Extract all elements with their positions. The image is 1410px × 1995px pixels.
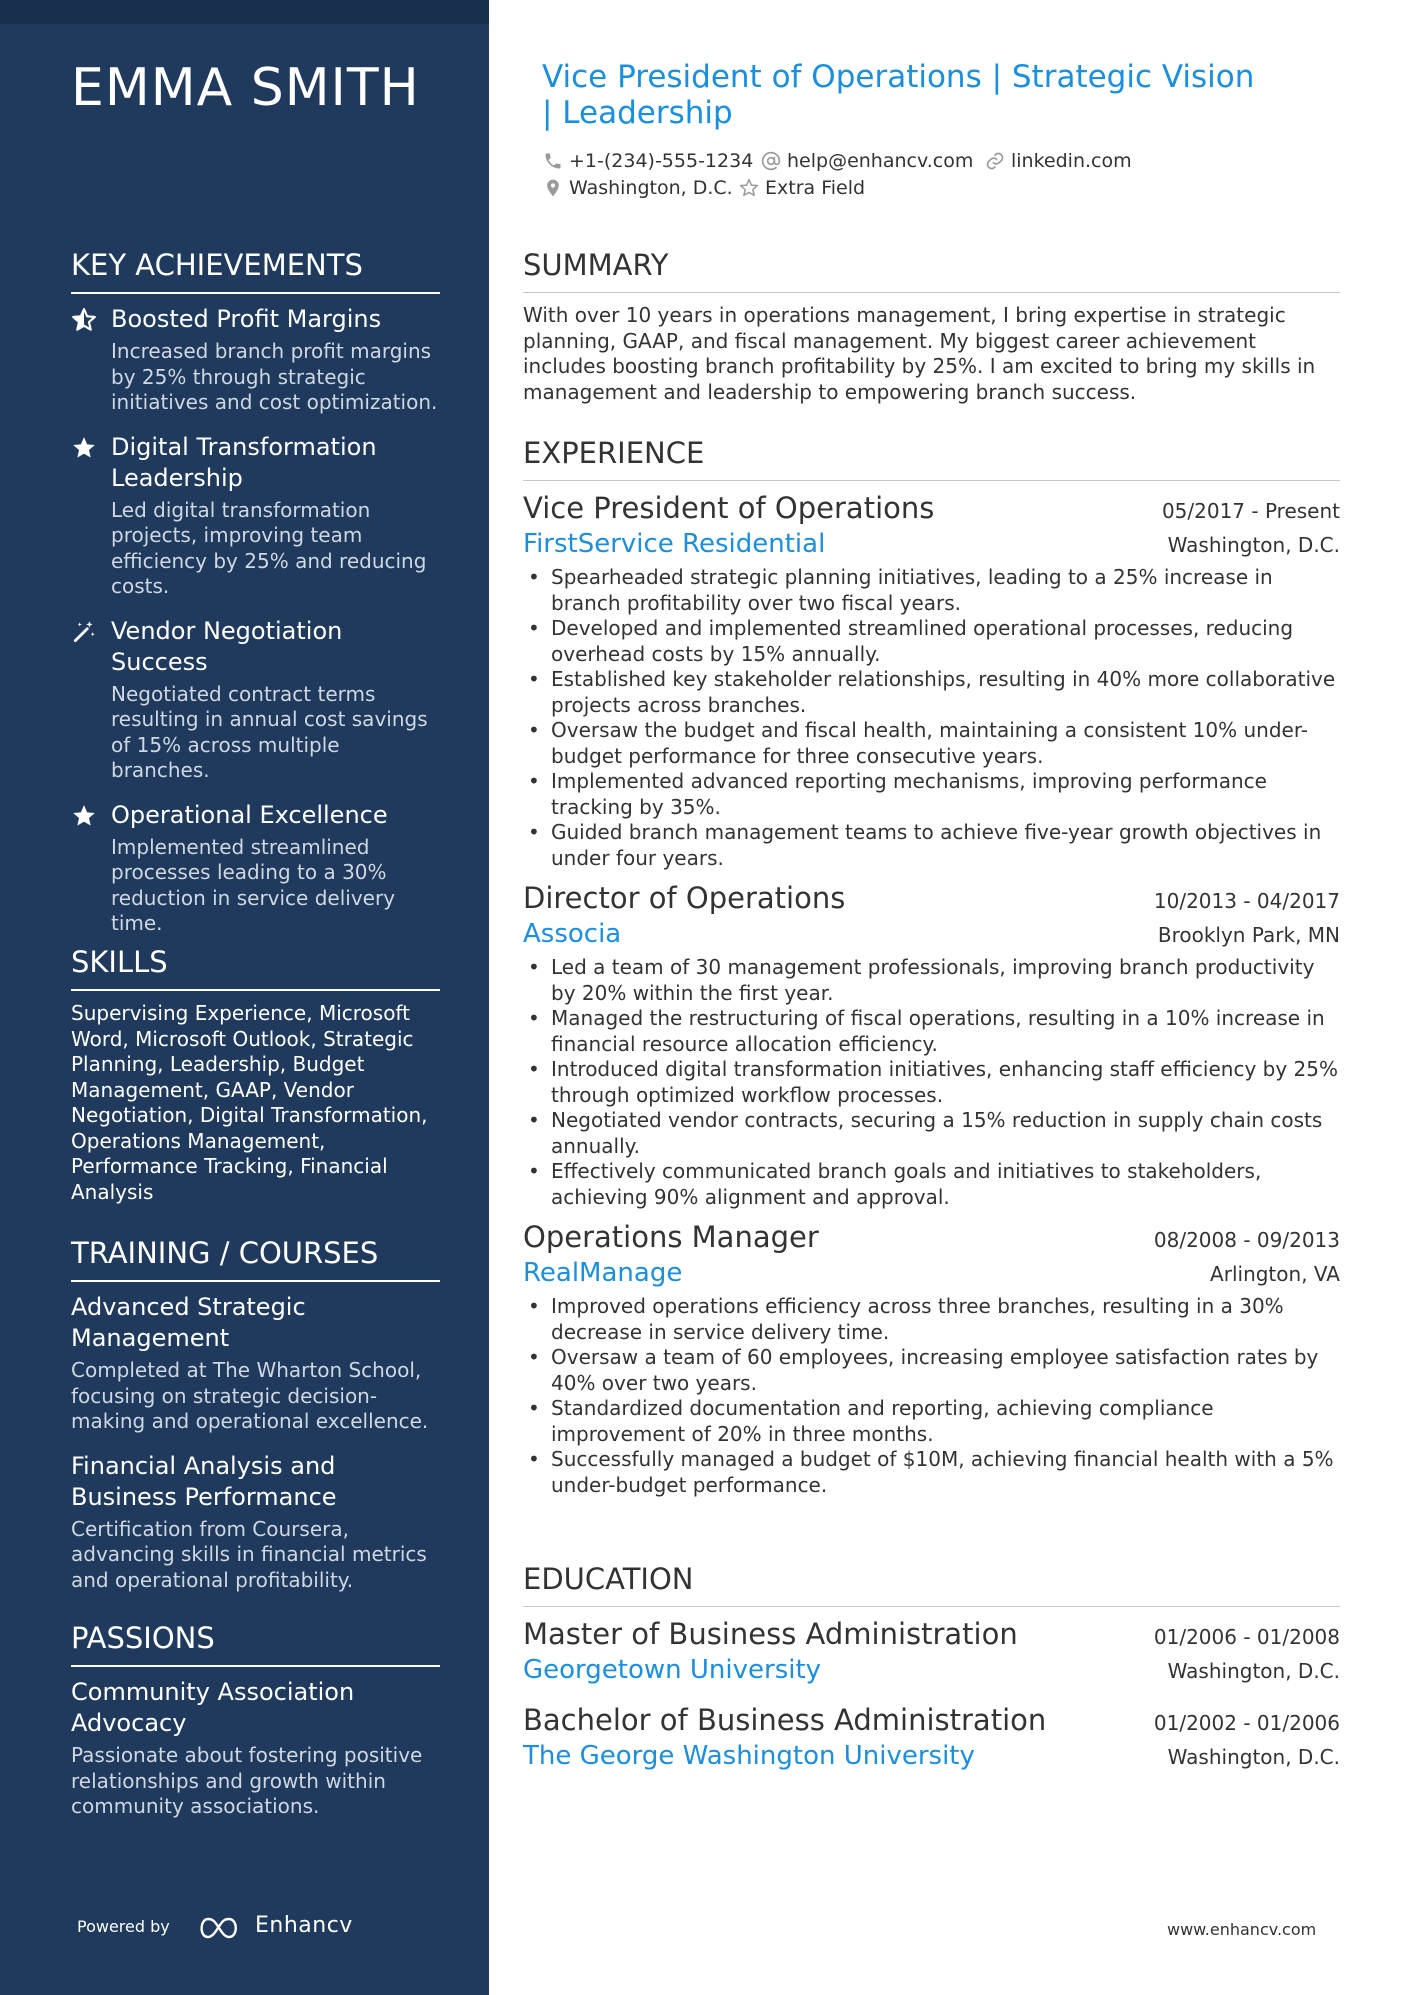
course-description: Completed at The Wharton School, focusing on strategic decision-making and operational excellence. <box>71 1358 429 1433</box>
link-icon <box>985 151 1005 171</box>
achievement-title: Operational Excellence <box>111 800 388 829</box>
education-entry <box>523 1703 1340 1771</box>
star-icon <box>71 435 97 461</box>
course-item <box>71 1292 440 1435</box>
job-bullet: • Effectively communicated branch goals and initiatives to stakeholders, achieving 90% alignment and approval. <box>523 1159 1340 1210</box>
company-name: Associa <box>523 919 622 949</box>
education-section <box>523 1562 1340 1789</box>
job-dates: 10/2013 - 04/2017 <box>1153 889 1340 913</box>
company-name: RealManage <box>523 1258 683 1288</box>
powered-by-label: Powered by <box>77 1917 170 1936</box>
passions-section <box>71 1621 440 1836</box>
contact-location <box>543 177 733 199</box>
course-description: Certification from Coursera, advancing skills in financial metrics and operational profitability. <box>71 1516 427 1592</box>
job-bullet: • Spearheaded strategic planning initiatives, leading to a 25% increase in branch profitability over two fiscal years. <box>523 565 1340 616</box>
job-bullet: • Successfully managed a budget of $10M, achieving financial health with a 5% under-budget performance. <box>523 1447 1340 1498</box>
job-bullet: • Developed and implemented streamlined operational processes, reducing overhead costs by 15% annually. <box>523 616 1340 667</box>
degree-title: Master of Business Administration <box>523 1617 1018 1651</box>
phone-text: +1-(234)-555-1234 <box>569 150 754 172</box>
phone-icon <box>543 151 563 171</box>
contact-email[interactable] <box>761 150 973 172</box>
contact-extra-field <box>739 177 865 199</box>
job-bullet: • Led a team of 30 management professionals, improving branch productivity by 20% within the first year. <box>523 955 1340 1006</box>
job-bullets <box>523 955 1340 1210</box>
job-location: Brooklyn Park, MN <box>1157 923 1340 947</box>
passions-title: PASSIONS <box>71 1621 440 1667</box>
job-bullet: • Managed the restructuring of fiscal operations, resulting in a 10% increase in financial resource allocation efficiency. <box>523 1006 1340 1057</box>
star-icon <box>71 803 97 829</box>
achievement-title: Digital Transformation Leadership <box>111 432 377 492</box>
website-link[interactable]: www.enhancv.com <box>1167 1920 1317 1939</box>
job-dates: 05/2017 - Present <box>1161 499 1340 523</box>
key-achievements-title: KEY ACHIEVEMENTS <box>71 248 440 294</box>
job-bullet: • Oversaw the budget and fiscal health, maintaining a consistent 10% under-budget performance for three consecutive years. <box>523 718 1340 769</box>
job-bullet: • Oversaw a team of 60 employees, increasing employee satisfaction rates by 40% over two years. <box>523 1345 1340 1396</box>
job-location: Washington, D.C. <box>1167 533 1340 557</box>
achievement-item <box>71 800 440 937</box>
job-bullet: • Standardized documentation and reporting, achieving compliance improvement of 20% in three months. <box>523 1396 1340 1447</box>
experience-title: EXPERIENCE <box>523 436 1340 481</box>
achievement-description: Implemented streamlined processes leading to a 30% reduction in service delivery time. <box>111 834 396 935</box>
job-bullet: • Introduced digital transformation initiatives, enhancing staff efficiency by 25% through optimized workflow processes. <box>523 1057 1340 1108</box>
achievement-title: Boosted Profit Margins <box>111 305 382 333</box>
training-section <box>71 1236 440 1609</box>
training-title: TRAINING / COURSES <box>71 1236 440 1282</box>
course-item <box>71 1451 440 1594</box>
job-bullet: • Negotiated vendor contracts, securing a 15% reduction in supply chain costs annually. <box>523 1108 1340 1159</box>
experience-section <box>523 436 1340 1508</box>
achievement-title: Vendor Negotiation Success <box>111 616 343 676</box>
job-title: Operations Manager <box>523 1220 819 1254</box>
passion-description: Passionate about fostering positive relationships and growth within community associations. <box>71 1743 423 1818</box>
sidebar-top-band <box>0 0 489 24</box>
job-title: Director of Operations <box>523 881 846 915</box>
at-sign-icon <box>761 151 781 171</box>
brand-name[interactable]: Enhancv <box>255 1913 353 1938</box>
location-text: Washington, D.C. <box>569 177 733 199</box>
job-dates: 08/2008 - 09/2013 <box>1153 1228 1340 1252</box>
extra-field-text: Extra Field <box>765 177 866 199</box>
headline: Vice President of Operations | Strategic Vision | Leadership <box>542 59 1255 131</box>
achievement-item <box>71 304 440 416</box>
email-text[interactable]: help@enhancv.com <box>787 150 974 172</box>
job-entry <box>523 491 1340 871</box>
job-bullets <box>523 1294 1340 1498</box>
education-dates: 01/2006 - 01/2008 <box>1153 1625 1340 1649</box>
job-title: Vice President of Operations <box>523 491 935 525</box>
summary-text: With over 10 years in operations management, I bring expertise in strategic planning, GAAP, and fiscal management. My biggest career achievement includes boosting branch profitability by 25%. I am excited to bring my skills in management and leadership to empowering branch success. <box>523 303 1316 404</box>
summary-title: SUMMARY <box>523 248 1340 293</box>
achievement-item <box>71 432 440 600</box>
summary-section <box>523 248 1340 405</box>
degree-title: Bachelor of Business Administration <box>523 1703 1047 1737</box>
sidebar <box>0 0 489 1995</box>
linkedin-text[interactable]: linkedin.com <box>1011 150 1132 172</box>
school-name: The George Washington University <box>523 1741 975 1771</box>
skills-title: SKILLS <box>71 945 440 991</box>
candidate-name: EMMA SMITH <box>71 58 420 118</box>
job-bullets <box>523 565 1340 871</box>
education-entry <box>523 1617 1340 1685</box>
job-location: Arlington, VA <box>1210 1262 1340 1286</box>
school-name: Georgetown University <box>523 1655 822 1685</box>
achievement-item <box>71 616 440 784</box>
enhancv-logo-icon[interactable] <box>196 1915 242 1941</box>
magic-wand-icon <box>71 619 97 645</box>
skills-section <box>71 945 440 1205</box>
location-pin-icon <box>543 178 563 198</box>
job-entry <box>523 1220 1340 1498</box>
job-bullet: • Implemented advanced reporting mechanisms, improving performance tracking by 35%. <box>523 769 1340 820</box>
passion-item <box>71 1677 440 1820</box>
course-title: Advanced Strategic Management <box>71 1293 306 1352</box>
job-bullet: • Guided branch management teams to achieve five-year growth objectives in under four years. <box>523 820 1340 871</box>
school-location: Washington, D.C. <box>1167 1659 1340 1683</box>
job-entry <box>523 881 1340 1210</box>
skills-list: Supervising Experience, Microsoft Word, Microsoft Outlook, Strategic Planning, Leadership, Budget Management, GAAP, Vendor Negotiation, Digital Transformation, Operations Management, Performance Tracking, Financial Analysis <box>71 1001 428 1204</box>
education-dates: 01/2002 - 01/2006 <box>1153 1711 1340 1735</box>
job-bullet: • Established key stakeholder relationships, resulting in 40% more collaborative projects across branches. <box>523 667 1340 718</box>
achievement-description: Increased branch profit margins by 25% through strategic initiatives and cost optimization. <box>111 339 438 414</box>
contact-phone <box>543 150 753 172</box>
achievement-description: Negotiated contract terms resulting in annual cost savings of 15% across multiple branches. <box>111 681 428 782</box>
school-location: Washington, D.C. <box>1167 1745 1340 1769</box>
key-achievements-section <box>71 248 440 953</box>
star-outline-icon <box>739 178 759 198</box>
passion-title: Community Association Advocacy <box>71 1678 355 1737</box>
company-name: FirstService Residential <box>523 529 826 559</box>
achievement-description: Led digital transformation projects, improving team efficiency by 25% and reducing costs. <box>111 497 427 598</box>
contact-linkedin[interactable] <box>985 150 1132 172</box>
course-title: Financial Analysis and Business Performance <box>71 1451 337 1511</box>
education-title: EDUCATION <box>523 1562 1340 1607</box>
star-half-icon <box>71 307 97 333</box>
job-bullet: • Improved operations efficiency across three branches, resulting in a 30% decrease in service delivery time. <box>523 1294 1340 1345</box>
